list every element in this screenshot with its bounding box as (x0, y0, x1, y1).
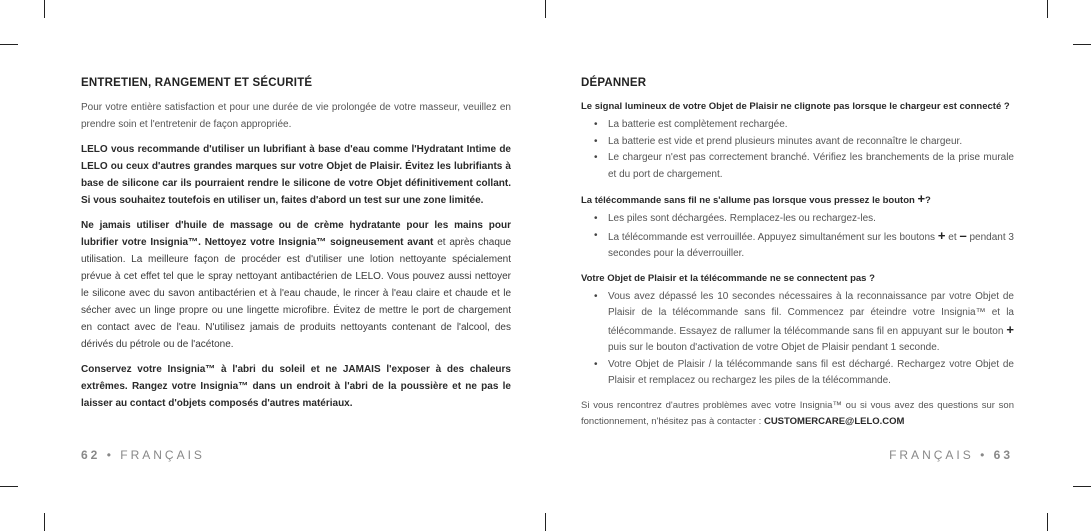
footer-left (81, 448, 205, 462)
crop-mark (1047, 0, 1048, 18)
footer-bullet: • (106, 448, 114, 462)
contact-paragraph (581, 398, 1014, 430)
list-item (608, 289, 1014, 357)
cleaning-paragraph-rest: et après chaque utilisation. La meilleure façon de procéder est d'utiliser une lotion nettoyante spécialement prévue à cet effet tel que le spray nettoyant antibactérien de LELO. Vous pouvez aussi nettoyer le silicone avec du savon antibactérien et à l'eau chaude, le rincer à l'eau claire et chaude et le sécher avec un linge propre ou une lingette microfibre. Évitez de mettre le port de chargement en contact avec de l'eau. N'utilisez jamais de produits nettoyants contenant de l'alcool, des dérivés du pétrole ou de l'acétone. (81, 237, 512, 350)
storage-paragraph: Conservez votre Insignia™ à l'abri du soleil et ne JAMAIS l'exposer à des chaleurs extrêmes. Rangez votre Insignia™ dans un endroit à l'abri de la poussière et ne pas le laisser au contact d'objets composés d'autres matériaux. (81, 364, 511, 409)
cleaning-paragraph-bold: Ne jamais utiliser d'huile de massage ou de crème hydratante pour les mains pour lubrifier votre Insignia™. Nettoyez votre Insignia™ soigneusement avant (81, 220, 511, 248)
list-item: • La batterie est complètement rechargée. (608, 117, 1014, 134)
list-item: • Votre Objet de Plaisir / la télécommande sans fil est déchargé. Rechargez votre Objet de Plaisir et remplacez ou rechargez les piles de la télécommande. (608, 357, 1014, 390)
question-2 (581, 191, 1014, 208)
answer-list-3 (581, 289, 1014, 390)
footer-language: FRANÇAIS (120, 448, 205, 462)
list-item-text: Vous avez dépassé les 10 secondes nécessaires à la reconnaissance par votre Objet de Plaisir de la télécommande sans fil. Commencez par éteindre votre Insignia™ et la télécommande. Essayez de rallumer la télécommande sans fil en appuyant sur le bouton (608, 290, 1014, 337)
list-item-text: La télécommande est verrouillée. Appuyez simultanément sur les boutons (608, 231, 936, 243)
answer-list-1 (581, 117, 1014, 183)
list-item: • La batterie est vide et prend plusieurs minutes avant de reconnaître le chargeur. (608, 134, 1014, 151)
plus-icon: + (937, 227, 946, 243)
question-2-mark: ? (925, 195, 931, 206)
crop-mark (545, 0, 546, 18)
crop-mark (1073, 44, 1091, 45)
footer-bullet: • (980, 448, 988, 462)
footer-language: FRANÇAIS (889, 448, 974, 462)
right-page (581, 77, 1014, 438)
crop-mark (0, 44, 18, 45)
answer-list-2 (581, 211, 1014, 263)
list-item: • Les piles sont déchargées. Remplacez-les ou rechargez-les. (608, 211, 1014, 228)
section-heading-maintenance: ENTRETIEN, RANGEMENT ET SÉCURITÉ (81, 77, 313, 89)
question-2-text: La télécommande sans fil ne s'allume pas lorsque vous pressez le bouton (581, 195, 915, 206)
minus-icon: – (959, 227, 967, 243)
list-item (608, 228, 1014, 263)
list-item-text: puis sur le bouton d'activation de votre Objet de Plaisir pendant 1 seconde. (608, 342, 940, 353)
question-3: Votre Objet de Plaisir et la télécommande ne se connectent pas ? (581, 272, 875, 284)
plus-icon: + (1006, 321, 1014, 337)
crop-mark (0, 486, 18, 487)
cleaning-paragraph (81, 217, 511, 353)
crop-mark (545, 513, 546, 531)
crop-mark (44, 513, 45, 531)
section-heading-troubleshooting: DÉPANNER (581, 77, 647, 89)
support-email: CUSTOMERCARE@LELO.COM (763, 415, 905, 427)
left-page (81, 77, 511, 420)
list-item-text: pendant 3 secondes pour la déverrouiller. (608, 231, 1014, 259)
plus-icon: + (917, 191, 926, 206)
page-number-right: 63 (993, 448, 1013, 462)
question-1: Le signal lumineux de votre Objet de Plaisir ne clignote pas lorsque le chargeur est connecté ? (581, 101, 1010, 112)
lubricant-paragraph: LELO vous recommande d'utiliser un lubrifiant à base d'eau comme l'Hydratant Intime de LELO ou ceux d'autres grandes marques sur votre Objet de Plaisir. Évitez les lubrifiants à base de silicone car ils pourraient rendre le silicone de votre Objet définitivement collant. Si vous souhaitez toutefois en utiliser un, faites d'abord un test sur une zone limitée. (81, 144, 511, 206)
intro-paragraph: Pour votre entière satisfaction et pour une durée de vie prolongée de votre masseur, veuillez en prendre soin et l'entretenir de façon appropriée. (81, 102, 511, 130)
list-item-text: et (948, 231, 957, 243)
footer-right (889, 448, 1013, 462)
crop-mark (1073, 486, 1091, 487)
contact-text: Si vous rencontrez d'autres problèmes avec votre Insignia™ ou si vous avez des questions sur son fonctionnement, n'hésitez pas à contacter : (581, 399, 1014, 427)
list-item: • Le chargeur n'est pas correctement branché. Vérifiez les branchements de la prise murale et du port de chargement. (608, 150, 1014, 183)
crop-mark (1047, 513, 1048, 531)
crop-mark (44, 0, 45, 18)
page-number-left: 62 (81, 448, 101, 462)
